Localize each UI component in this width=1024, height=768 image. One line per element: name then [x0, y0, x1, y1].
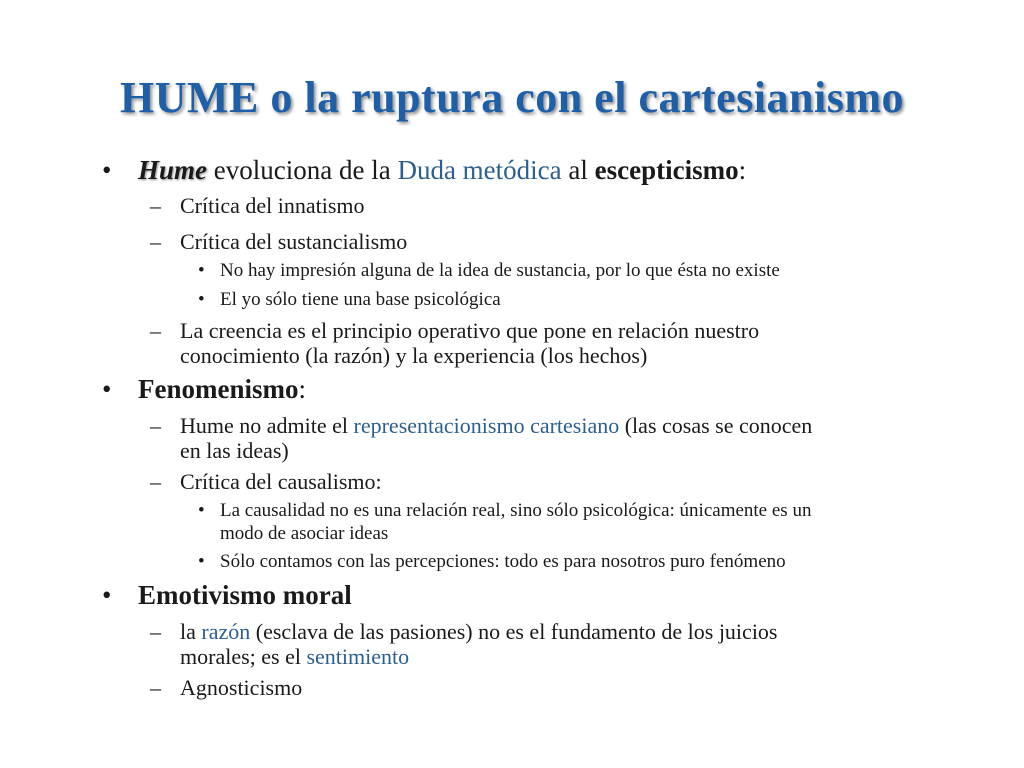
item-label: Crítica del causalismo:	[180, 469, 382, 494]
bullet-icon: •	[102, 155, 112, 185]
bullet-icon: •	[102, 580, 112, 610]
item-label: Crítica del sustancialismo	[180, 229, 408, 254]
hume-word: Hume	[138, 155, 208, 185]
text: Hume no admite el	[180, 413, 354, 438]
item-label: conocimiento (la razón) y la experiencia (los hechos)	[180, 343, 648, 368]
text: la	[180, 619, 202, 644]
subitem-label: El yo sólo tiene una base psicológica	[220, 289, 501, 310]
dash-icon: –	[150, 675, 161, 700]
item-creencia	[150, 318, 760, 344]
item-sustancialismo	[150, 229, 408, 255]
item-label: en las ideas)	[180, 438, 289, 463]
subitem-sustancia	[198, 260, 780, 282]
subitem-label: modo de asociar ideas	[220, 523, 389, 544]
sentimiento-text: sentimiento	[306, 644, 410, 669]
subitem-label: La causalidad no es una relación real, sino sólo psicológica: únicamente es un	[220, 500, 812, 521]
text: (esclava de las pasiones) no es el fundamento de los juicios	[250, 619, 778, 644]
dash-icon: –	[150, 318, 161, 343]
subitem-label: No hay impresión alguna de la idea de sustancia, por lo que ésta no existe	[220, 260, 780, 281]
slide-title: HUME o la ruptura con el cartesianismo	[119, 73, 905, 122]
item-razon-line2	[180, 644, 409, 670]
item-razon	[150, 619, 778, 645]
bullet-hume	[102, 155, 747, 186]
text: (las cosas se conocen	[619, 413, 813, 438]
bullet-emotivismo	[102, 580, 352, 611]
text: evoluciona de la	[207, 155, 398, 185]
bullet-icon: •	[198, 289, 205, 310]
escepticismo-text: escepticismo	[594, 155, 739, 185]
bullet-icon: •	[198, 500, 205, 521]
item-label: Agnosticismo	[180, 675, 303, 700]
subitem-label: Sólo contamos con las percepciones: todo es para nosotros puro fenómeno	[220, 551, 786, 572]
item-label: La creencia es el principio operativo que pone en relación nuestro	[180, 318, 760, 343]
dash-icon: –	[150, 469, 161, 494]
item-representacionismo-line2	[180, 438, 289, 464]
item-representacionismo	[150, 413, 813, 439]
fenomenismo-label: Fenomenismo	[138, 374, 299, 404]
text: al	[561, 155, 595, 185]
representacionismo-text: representacionismo cartesiano	[353, 413, 620, 438]
subitem-yo	[198, 289, 501, 311]
text: :	[738, 155, 747, 185]
item-agnosticismo	[150, 675, 303, 701]
subitem-percepciones	[198, 551, 786, 573]
subitem-causalidad	[198, 500, 812, 522]
dash-icon: –	[150, 619, 161, 644]
bullet-icon: •	[198, 260, 205, 281]
bullet-icon: •	[102, 374, 112, 404]
text: :	[298, 374, 306, 404]
text: morales; es el	[180, 644, 307, 669]
dash-icon: –	[150, 413, 161, 438]
item-causalismo	[150, 469, 382, 495]
duda-metodica-text: Duda metódica	[397, 155, 562, 185]
razon-text: razón	[201, 619, 251, 644]
item-creencia-line2	[180, 343, 647, 369]
item-innatismo	[150, 193, 365, 219]
dash-icon: –	[150, 229, 161, 254]
subitem-causalidad-line2	[220, 523, 388, 545]
item-label: Crítica del innatismo	[180, 193, 365, 218]
emotivismo-label: Emotivismo moral	[138, 580, 352, 610]
bullet-fenomenismo	[102, 374, 306, 405]
dash-icon: –	[150, 193, 161, 218]
bullet-icon: •	[198, 551, 205, 572]
